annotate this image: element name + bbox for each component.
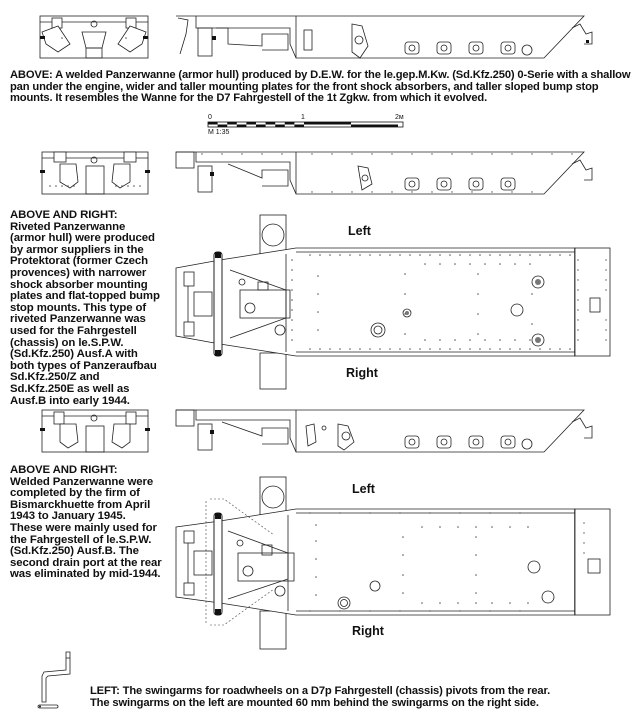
caption-line: Riveted Panzerwanne xyxy=(10,220,126,233)
caption-line: used for the Fahrgestell xyxy=(10,324,137,337)
figure-3-label-right: Right xyxy=(352,624,384,638)
hull-top-drawing-2 xyxy=(170,210,610,400)
caption-line: ABOVE AND RIGHT: xyxy=(10,464,118,476)
caption-line: riveted Panzerwanne was xyxy=(10,313,146,326)
caption-line: both types of Panzeraufbau xyxy=(10,359,157,372)
caption-line: 1943 to January 1945. xyxy=(10,510,126,523)
figure-4-caption xyxy=(90,686,635,709)
caption-line: (chassis) on le.S.P.W. xyxy=(10,336,124,349)
figure-3-caption xyxy=(10,465,170,581)
caption-line: LEFT: The swingarms for roadwheels on a D7p Fahrgestell (chassis) pivots from the rear. xyxy=(90,685,551,697)
caption-line: (armor hull) were produced xyxy=(10,232,155,245)
hull-side-drawing-1 xyxy=(172,14,592,60)
caption-line: the Fahrgestell of le.S.P.W. xyxy=(10,533,152,546)
caption-line: The swingarms on the left are mounted 60 mm behind the swingarms on the right side. xyxy=(90,696,539,709)
caption-line: completed by the firm of xyxy=(10,487,140,500)
caption-line: (Sd.Kfz.250) Ausf.A with xyxy=(10,348,138,361)
caption-line: stop mounts. This type of xyxy=(10,301,147,314)
scale-tick-0: 0 xyxy=(208,114,212,121)
figure-2-label-left: Left xyxy=(348,224,371,238)
caption-line: Sd.Kfz.250E as well as xyxy=(10,382,130,395)
caption-line: Welded Panzerwanne were xyxy=(10,475,154,488)
hull-front-drawing-2 xyxy=(38,150,153,196)
caption-line: plates and flat-topped bump xyxy=(10,290,160,303)
caption-line: Protektorat (former Czech xyxy=(10,255,149,268)
figure-2-label-right: Right xyxy=(346,366,378,380)
caption-line: Bismarckhuette from April xyxy=(10,498,151,511)
caption-line: was eliminated by mid-1944. xyxy=(10,568,161,581)
hull-side-drawing-2 xyxy=(172,150,612,196)
hull-top-drawing-3 xyxy=(170,475,610,655)
caption-line: by armor suppliers in the xyxy=(10,243,144,256)
scale-tick-2: 2м xyxy=(395,114,404,121)
hull-front-drawing-1 xyxy=(38,14,153,60)
hull-front-drawing-3 xyxy=(38,408,153,454)
figure-2-caption xyxy=(10,210,170,407)
caption-line: (Sd.Kfz.250) Ausf.B. The xyxy=(10,545,139,558)
scale-tick-1: 1 xyxy=(301,114,305,121)
caption-line: Ausf.B into early 1944. xyxy=(10,394,130,407)
scale-ratio: M 1:35 xyxy=(208,129,230,136)
caption-line: provences) with narrower xyxy=(10,266,147,279)
caption-line: ABOVE AND RIGHT: xyxy=(10,209,118,221)
caption-line: Sd.Kfz.250/Z and xyxy=(10,371,100,384)
caption-line: These were mainly used for xyxy=(10,521,157,534)
figure-1-caption: ABOVE: A welded Panzerwanne (armor hull) produced by D.E.W. for the le.gep.M.Kw. (Sd.Kfz.250) 0-Serie with a shallow pan under the engine, wider and taller mounting plates for the front shock absorbers, and taller sloped bump stop mounts. It resembles the Wanne for the D7 Fahrgestell of the 1t Zgkw. from which it evolved. xyxy=(10,69,631,104)
hull-side-drawing-3 xyxy=(172,408,612,454)
figure-3-label-left: Left xyxy=(352,482,375,496)
caption-line: shock absorber mounting xyxy=(10,278,148,291)
swingarm-drawing xyxy=(30,650,70,710)
caption-line: second drain port at the rear xyxy=(10,556,162,569)
scale-bar-graphic xyxy=(208,122,403,128)
